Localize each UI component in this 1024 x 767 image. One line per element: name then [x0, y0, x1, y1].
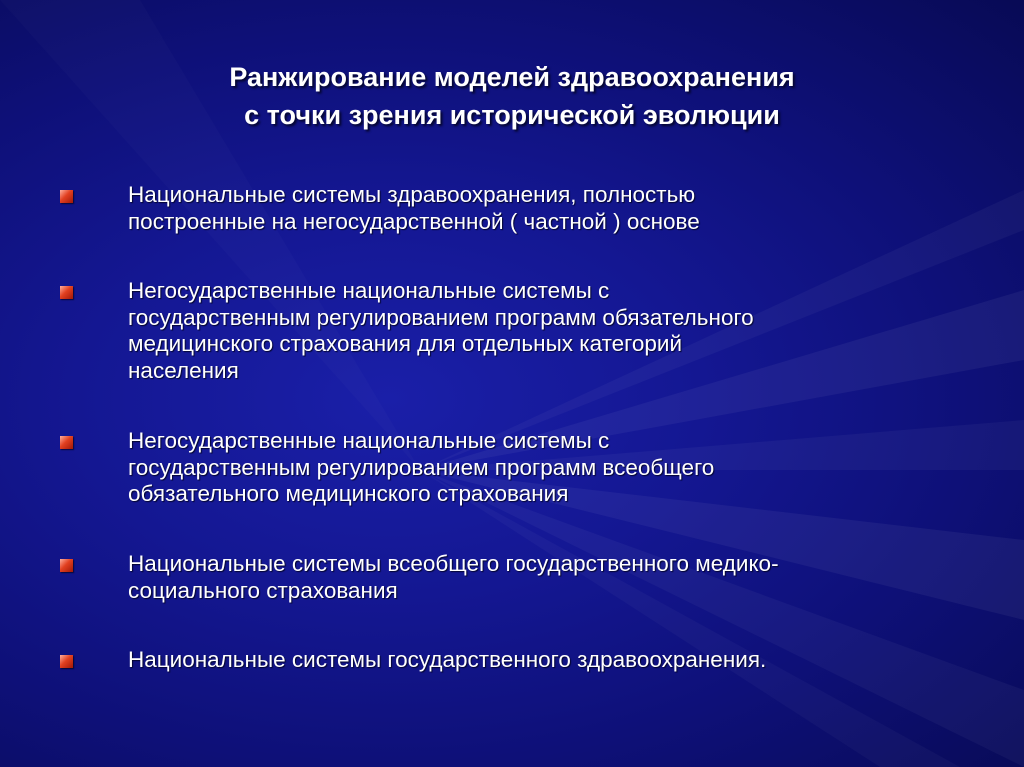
bullet-line: построенные на негосударственной ( частной ) основе	[128, 208, 700, 234]
bullet-line: Национальные системы здравоохранения, полностью	[128, 182, 696, 207]
bullet-line: Негосударственные национальные системы с	[128, 428, 610, 453]
bullet-line: Национальные системы государственного здравоохранения.	[128, 647, 767, 672]
bullet-line: государственным регулированием программ всеобщего	[128, 454, 715, 480]
red-square-bullet-icon	[60, 286, 73, 299]
red-square-bullet-icon	[60, 655, 73, 668]
slide-title	[0, 58, 1024, 134]
slide-title-line-2: с точки зрения исторической эволюции	[244, 100, 780, 130]
slide-title-line-1: Ранжирование моделей здравоохранения	[229, 62, 795, 92]
bullet-line: населения	[128, 357, 239, 383]
bullet-line: государственным регулированием программ обязательного	[128, 304, 754, 330]
bullet-text-1	[128, 182, 988, 235]
bullet-line: медицинского страхования для отдельных категорий	[128, 331, 683, 356]
bullet-line: Негосударственные национальные системы с	[128, 278, 610, 303]
bullet-text-4	[128, 551, 988, 604]
bullet-line: Национальные системы всеобщего государственного медико-	[128, 551, 779, 576]
bullet-text-2	[128, 278, 988, 384]
red-square-bullet-icon	[60, 190, 73, 203]
red-square-bullet-icon	[60, 436, 73, 449]
red-square-bullet-icon	[60, 559, 73, 572]
bullet-line: социального страхования	[128, 577, 398, 603]
bullet-text-5	[128, 647, 988, 674]
bullet-line: обязательного медицинского страхования	[128, 481, 569, 506]
bullet-text-3	[128, 428, 988, 508]
